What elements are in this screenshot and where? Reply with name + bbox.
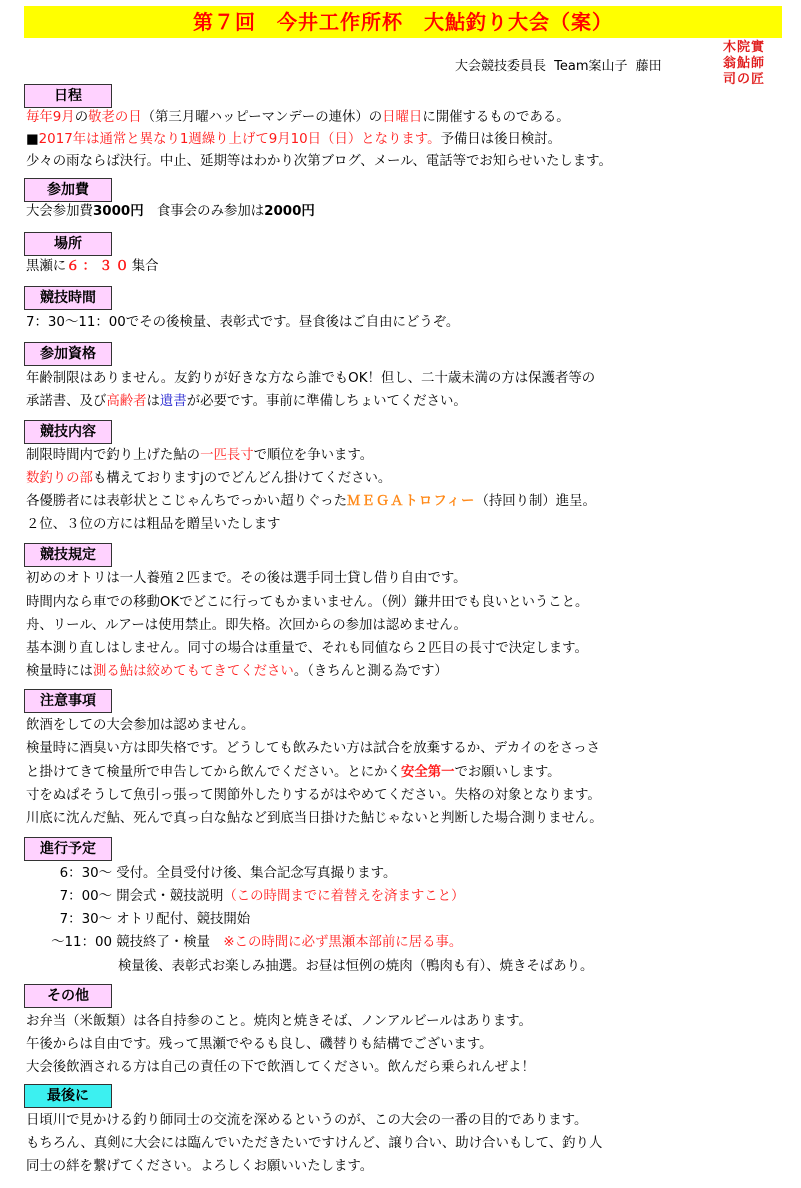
rules-line-3: 舟、リール、ルアーは使用禁止。即失格。次回からの参加は認めません。: [26, 618, 467, 633]
program-row: 7：30～ オトリ配付、競技開始: [59, 912, 251, 927]
time-line: 7：30～11：00でその後検量、表彰式です。昼食後はご自由にどうぞ。: [26, 315, 460, 330]
rules-line-2: 時間内なら車での移動OKでどこに行ってもかまいません。（例）鎌井田でも良いということ。: [26, 595, 589, 610]
section-label-eligibility: 参加資格: [24, 342, 112, 366]
section-label-rules: 競技規定: [24, 543, 112, 567]
notes-line-2: 検量時に酒臭い方は即失格です。どうしても飲みたい方は試合を放棄するか、デカイのをさっさ: [26, 741, 601, 756]
schedule-line-2: ■2017年は通常と異なり1週繰り上げて9月10日（日）となります。予備日は後日検討。: [26, 132, 562, 147]
notes-line-5: 川底に沈んだ鮎、死んで真っ白な鮎など到底当日掛けた鮎じゃないと判断した場合測りません。: [26, 811, 603, 826]
author-line: [455, 55, 666, 74]
section-label-content: 競技内容: [24, 420, 112, 444]
last-line-3: 同士の絆を繋げてください。よろしくお願いいたします。: [26, 1159, 374, 1174]
section-label-schedule: 日程: [24, 84, 112, 108]
program-row: 7：00～ 開会式・競技説明（この時間までに着替えを済ますこと）: [59, 889, 465, 904]
content-line-3: 各優勝者には表彰状とこじゃんちでっかい超りぐったＭＥＧＡトロフィー（持回り制）進呈。: [26, 494, 596, 509]
schedule-line-1: 毎年9月の敬老の日（第三月曜ハッピーマンデーの連休）の日曜日に開催するものである。: [26, 110, 570, 125]
author-team: Team案山子: [554, 59, 628, 74]
section-label-notes: 注意事項: [24, 689, 112, 713]
notes-line-4: 寸をぬぱそうして魚引っ張って関節外したりするがはやめてください。失格の対象となります。: [26, 788, 601, 803]
section-label-place: 場所: [24, 232, 112, 256]
fee-line: 大会参加費3000円 食事会のみ参加は2000円: [26, 204, 315, 219]
content-line-4: ２位、３位の方には粗品を贈呈いたします: [26, 517, 281, 532]
program-row: 6：30～ 受付。全員受付け後、集合記念写真撮ります。: [59, 866, 397, 881]
rules-line-4: 基本測り直しはしません。同寸の場合は重量で、それも同値なら２匹目の長寸で決定します。: [26, 641, 588, 656]
other-line-3: 大会後飲酒される方は自己の責任の下で飲酒してください。飲んだら乗られんぜよ！: [26, 1060, 535, 1075]
other-line-1: お弁当（米飯類）は各自持参のこと。焼肉と焼きそば、ノンアルビールはあります。: [26, 1014, 532, 1029]
notes-line-3: と掛けてきて検量所で申告してから飲んでください。とにかく安全第一でお願いします。: [26, 765, 561, 780]
last-line-1: 日頃川で見かける釣り師同士の交流を深めるというのが、この大会の一番の目的であります。: [26, 1113, 588, 1128]
notes-line-1: 飲酒をしての大会参加は認めません。: [26, 718, 255, 733]
place-line: 黒瀬に６：３０集合: [26, 259, 159, 274]
section-label-last: 最後に: [24, 1084, 112, 1108]
other-line-2: 午後からは自由です。残って黒瀬でやるも良し、磯替りも結構でございます。: [26, 1037, 493, 1052]
content-line-2: 数釣りの部も構えておりますjのでどんどん掛けてください。: [26, 471, 392, 486]
content-line-1: 制限時間内で釣り上げた鮎の一匹長寸で順位を争います。: [26, 448, 374, 463]
section-label-fee: 参加費: [24, 178, 112, 202]
program-row: ～11：00 競技終了・検量 ※この時間に必ず黒瀬本部前に居る事。: [51, 935, 463, 950]
rules-line-1: 初めのオトリは一人養殖２匹まで。その後は選手同士貸し借り自由です。: [26, 571, 467, 586]
last-line-2: もちろん、真剣に大会には臨んでいただきたいですけんど、譲り合い、助け合いもして、釣り人: [26, 1136, 603, 1151]
author-role: 大会競技委員長: [455, 59, 547, 74]
eligibility-line-1: 年齢制限はありません。友釣りが好きな方なら誰でもOK！但し、二十歳未満の方は保護者等の: [26, 371, 596, 386]
page-title: 第７回 今井工作所杯 大鮎釣り大会（案）: [24, 6, 782, 38]
schedule-line-3: 少々の雨ならば決行。中止、延期等はわかり次第ブログ、メール、電話等でお知らせいたします。: [26, 154, 612, 169]
rules-line-5: 検量時には測る鮎は絞めてもてきてください。（きちんと測る為です）: [26, 664, 448, 679]
red-seal-stamp: 木院實 翁鮎師 司の匠: [723, 40, 766, 87]
section-label-program: 進行予定: [24, 837, 112, 861]
section-label-other: その他: [24, 984, 112, 1008]
eligibility-line-2: 承諾書、及び高齢者は遺書が必要です。事前に準備しちょいてください。: [26, 394, 467, 409]
section-label-time: 競技時間: [24, 286, 112, 310]
author-name: 藤田: [635, 59, 662, 74]
program-after: 検量後、表彰式お楽しみ抽選。お昼は恒例の焼肉（鴨肉も有）、焼きそばあり。: [118, 959, 594, 974]
